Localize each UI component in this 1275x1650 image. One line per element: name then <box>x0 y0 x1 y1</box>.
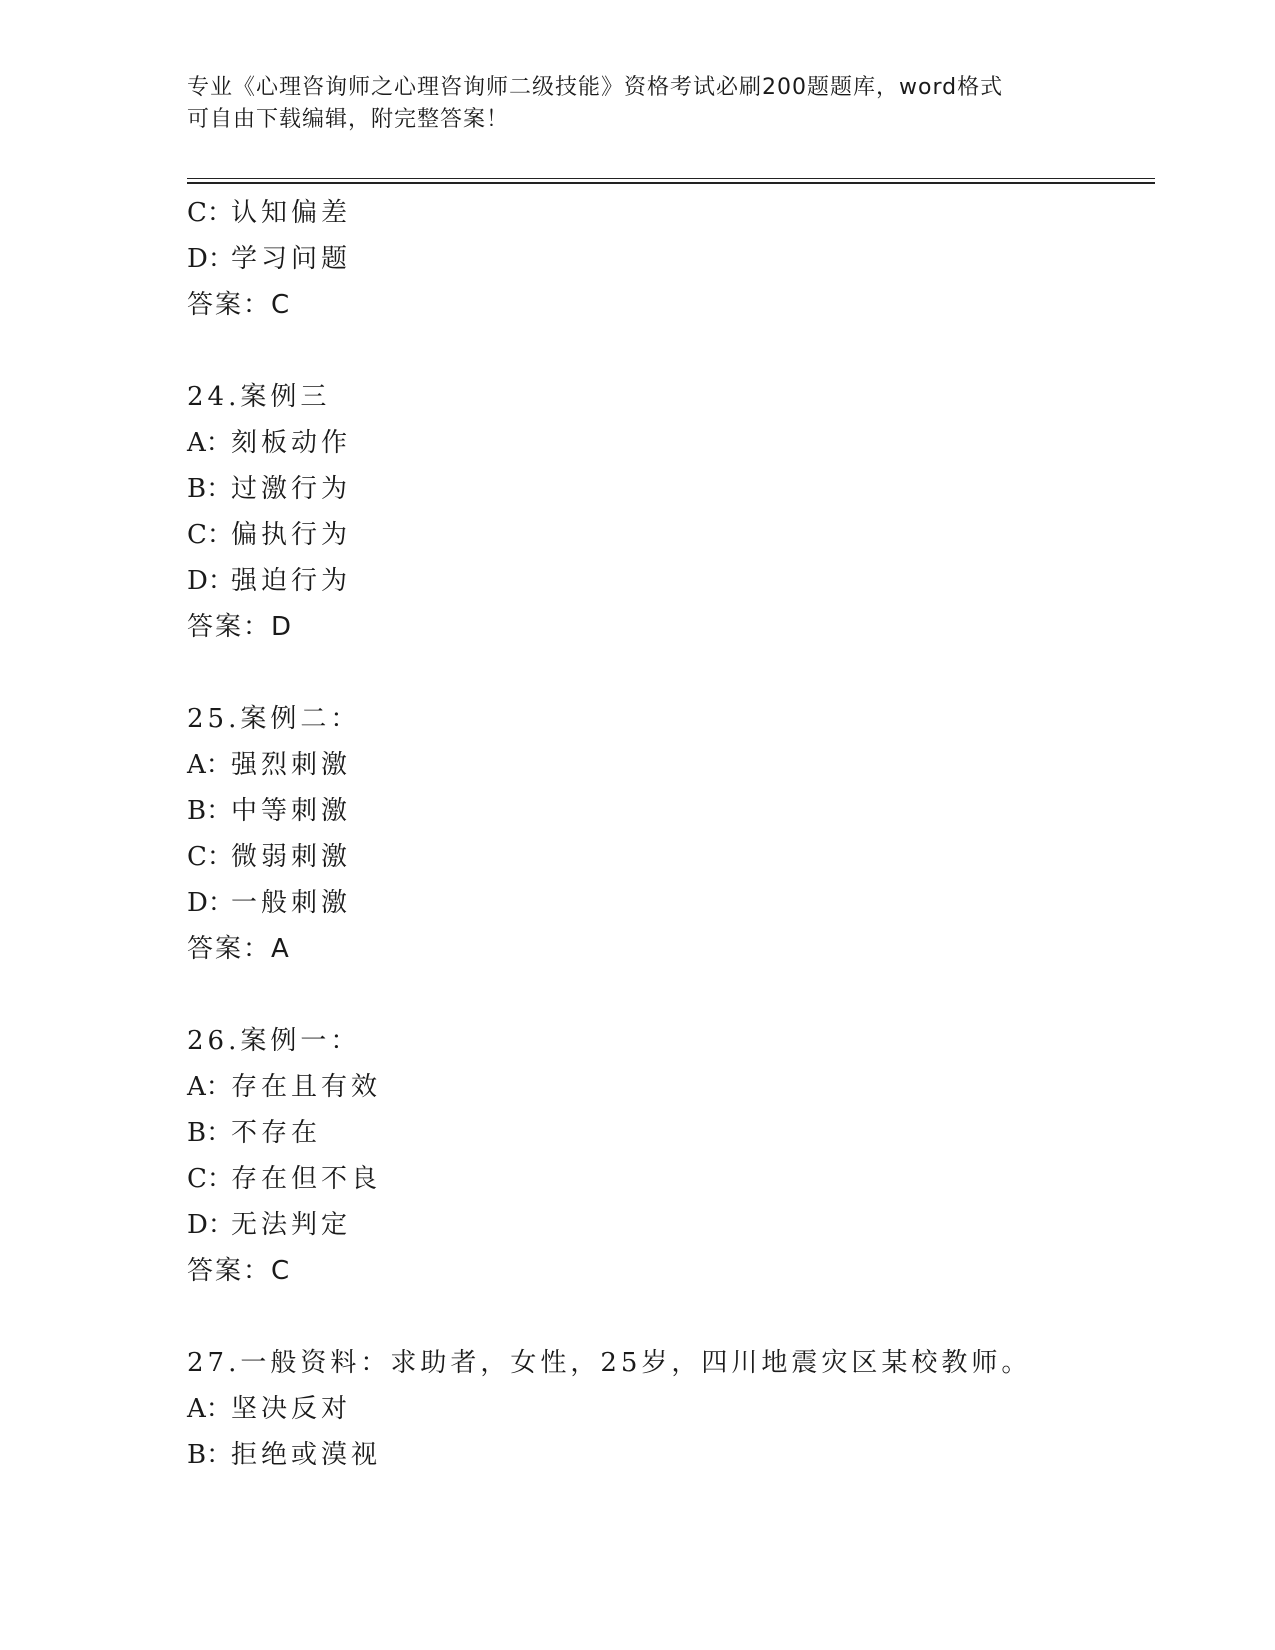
option-text: 过激行为 <box>231 474 352 504</box>
option-line <box>187 420 1147 466</box>
option-line <box>187 236 1147 282</box>
option-key: C： <box>187 1164 233 1194</box>
option-key: D： <box>187 566 234 596</box>
answer-line: 答案：A <box>187 934 291 964</box>
option-text: 强烈刺激 <box>231 750 352 780</box>
option-line <box>187 1064 1147 1110</box>
answer-line: 答案：C <box>187 290 292 320</box>
option-line <box>187 558 1147 604</box>
header-line-1: 专业《心理咨询师之心理咨询师二级技能》资格考试必刷200题题库，word格式 <box>187 75 1004 100</box>
option-line <box>187 1110 1147 1156</box>
option-key: B： <box>187 1118 233 1148</box>
option-text: 存在但不良 <box>231 1164 382 1194</box>
option-key: B： <box>187 474 233 504</box>
option-text: 认知偏差 <box>231 198 352 228</box>
option-key: B： <box>187 1440 233 1470</box>
option-text: 刻板动作 <box>231 428 352 458</box>
header-rule-thin <box>187 178 1155 179</box>
option-line <box>187 1202 1147 1248</box>
option-line <box>187 788 1147 834</box>
option-key: D： <box>187 1210 234 1240</box>
option-line <box>187 880 1147 926</box>
option-text: 一般刺激 <box>231 888 352 918</box>
option-text: 强迫行为 <box>231 566 352 596</box>
option-line <box>187 1386 1147 1432</box>
question-content <box>187 190 1147 1478</box>
option-key: C： <box>187 198 233 228</box>
option-key: A： <box>187 750 232 780</box>
option-text: 拒绝或漠视 <box>231 1440 382 1470</box>
option-text: 无法判定 <box>231 1210 352 1240</box>
option-line <box>187 1156 1147 1202</box>
answer-line: 答案：D <box>187 612 294 642</box>
option-line <box>187 834 1147 880</box>
option-key: D： <box>187 244 234 274</box>
option-key: C： <box>187 520 233 550</box>
option-text: 中等刺激 <box>231 796 352 826</box>
document-header <box>187 72 1067 136</box>
spacer <box>187 972 1147 1018</box>
option-key: A： <box>187 1394 232 1424</box>
question-title: 26.案例一： <box>187 1026 361 1056</box>
option-line <box>187 512 1147 558</box>
option-line <box>187 190 1147 236</box>
question-title: 24.案例三 <box>187 382 331 412</box>
option-key: B： <box>187 796 233 826</box>
question-title: 25.案例二： <box>187 704 361 734</box>
option-line <box>187 1432 1147 1478</box>
spacer <box>187 1294 1147 1340</box>
option-key: D： <box>187 888 234 918</box>
option-text: 微弱刺激 <box>231 842 352 872</box>
header-rule-thick <box>187 182 1155 184</box>
option-text: 偏执行为 <box>231 520 352 550</box>
spacer <box>187 328 1147 374</box>
header-line-2: 可自由下载编辑，附完整答案！ <box>187 107 510 132</box>
option-key: C： <box>187 842 233 872</box>
option-line <box>187 466 1147 512</box>
option-text: 不存在 <box>231 1118 322 1148</box>
option-text: 学习问题 <box>231 244 352 274</box>
option-line <box>187 742 1147 788</box>
answer-line: 答案：C <box>187 1256 292 1286</box>
option-text: 坚决反对 <box>231 1394 352 1424</box>
option-text: 存在且有效 <box>231 1072 382 1102</box>
option-key: A： <box>187 1072 232 1102</box>
spacer <box>187 650 1147 696</box>
question-title: 27.一般资料：求助者，女性，25岁，四川地震灾区某校教师。 <box>187 1348 1032 1378</box>
option-key: A： <box>187 428 232 458</box>
